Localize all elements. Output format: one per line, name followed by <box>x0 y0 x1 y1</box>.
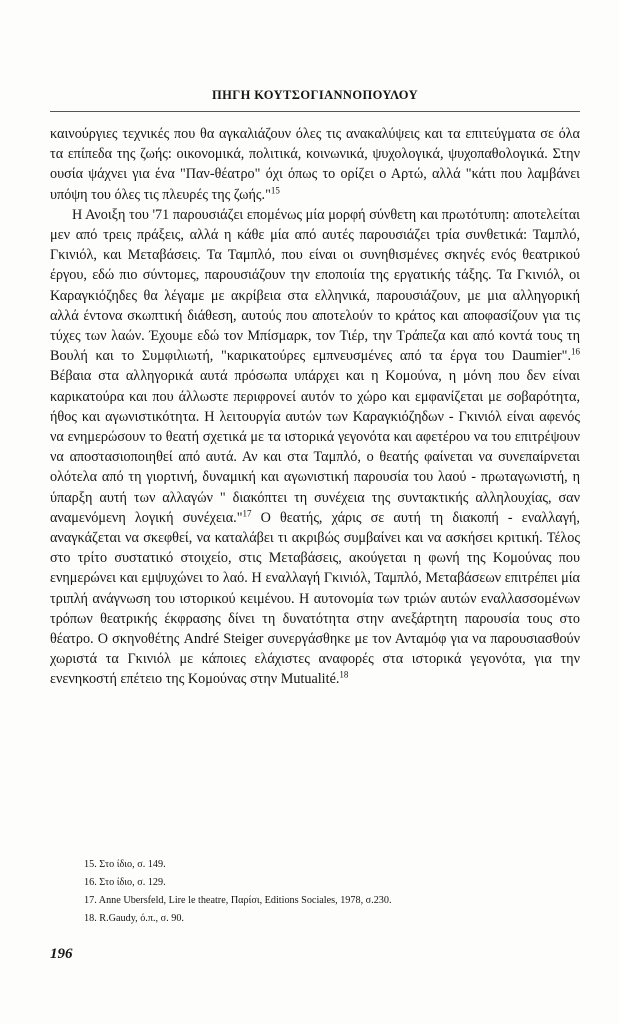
footnote-16: 16. Στο ίδιο, σ. 129. <box>84 877 166 888</box>
footnote-17: 17. Anne Ubersfeld, Lire le theatre, Παρίσι, Editions Sociales, 1978, σ.230. <box>84 895 392 906</box>
paragraph-2-segment-3: Ο θεατής, χάρις σε αυτή τη διακοπή - εναλλαγή, αναγκάζεται να σκεφθεί, να καταλάβει τι ακριβώς συμβαίνει και να ασκήσει κριτική. Τέλος στο τρίτο συστατικό στοιχείο, στις Μεταβάσεις, ακούγεται η φωνή της Κομούνας που ενημερώνει και εμψυχώνει το λαό. Η εναλλαγή Γκινιόλ, Ταμπλό, Μεταβάσεων επιτρέπει μία τριπλή ανάγνωση του ιστορικού κειμένου. Η αυτονομία των τριών αυτών εναλλασσομένων τρόπων θεατρικής έκφρασης δίνει τη δυνατότητα στην ανεξάρτητη παρουσία τους στο θέατρο. Ο σκηνοθέτης André Steiger συνεργάσθηκε με τον Ανταμόφ για να παρουσιασθούν χωριστά τα Γκινιόλ με κάποιες ελάχιστες αναφορές στα ιστορικά γεγονότα, για την ενενηκοστή επέτειο της Κομούνας στην Mutualité. <box>50 509 580 688</box>
running-title: ΠΗΓΗ ΚΟΥΤΣΟΓΙΑΝΝΟΠΟΥΛΟΥ <box>211 88 419 102</box>
footnote-ref-17: 17 <box>242 508 252 519</box>
paragraph-1 <box>50 124 580 205</box>
footnotes <box>84 856 564 928</box>
paragraph-2 <box>50 205 580 690</box>
page-number: 196 <box>50 946 73 962</box>
paragraph-1-text: καινούργιες τεχνικές που θα αγκαλιάζουν όλες τις ανακαλύψεις και τα επιτεύγματα σε όλα τα επίπεδα της ζωής: οικονομικά, πολιτικά, κοινωνικά, ψυχολογικά, ψυχοπαθολογικά. Στην ουσία ψάχνει για ένα "Παν-θέατρο" όχι όπως το ορίζει ο Αρτώ, αλλά "κάτι που λαμβάνει υπόψη του όλες τις πλευρές της ζωής." <box>50 126 580 203</box>
paragraph-2-segment-2: Βέβαια στα αλληγορικά αυτά πρόσωπα υπάρχει και η Κομούνα, η μόνη που δεν είναι καρικατούρα και που άλλωστε περιφρονεί αυτόν το χώρο και εμφανίζεται με σοβαρότητα, ήθος και αγωνιστικότητα. Η λειτουργία αυτών των Καραγκιόζηδων - Γκινιόλ είναι αφενός να ενημερώσουν το θεατή σχετικά με τα ιστορικά γεγονότα και αφετέρου να του επιτρέψουν να αποστασιοποιηθεί από αυτά. Αν και στα Ταμπλό, ο θεατής φαίνεται να συνεπαίρνεται ολότελα από τη γιορτινή, δυναμική και αγωνιστική παρουσία του λαού - πρωταγωνιστή, η ύπαρξη αυτή των αλλαγών " διακόπτει τη συνέχεια της συντακτικής αλληλουχίας, σαν αναμενόμενη λογική συνέχεια." <box>50 368 580 526</box>
header-rule <box>50 111 580 112</box>
body-text <box>50 124 580 690</box>
footnote-ref-18: 18 <box>339 669 349 680</box>
footnote-ref-16: 16 <box>571 346 580 357</box>
footnote-15: 15. Στο ίδιο, σ. 149. <box>84 859 166 870</box>
paragraph-2-segment-1: Η Ανοιξη του '71 παρουσιάζει επομένως μία μορφή σύνθετη και πρωτότυπη: αποτελείται μεν από τρεις πράξεις, αλλά η κάθε μία από αυτές παρουσιάζει τρία συνθετικά: Ταμπλό, Γκινιόλ, και Μεταβάσεις. Τα Ταμπλό, που είναι οι συνηθισμένες σκηνές ενός θεατρικού έργου, εδώ πιο σύντομες, παρουσιάζουν την εποποιία της εργατικής τάξης. Τα Γκινιόλ, οι Καραγκιόζηδες θα λέγαμε με ακρίβεια στα ελληνικά, παρουσιάζουν, με μια αλληγορική αλλά έντονα σκωπτική διάθεση, αυτούς που αποτελούν το κράτος και αποφασίζουν για τις τύχες των λαών. Έχουμε εδώ τον Μπίσμαρκ, τον Τιέρ, την Τράπεζα και από κοντά τους τη Βουλή και το Συμφιλιωτή, "καρικατούρες εμπνευσμένες από τα έργα του Daumier". <box>50 206 580 365</box>
footnote-18: 18. R.Gaudy, ό.π., σ. 90. <box>84 913 184 924</box>
footnote-ref-15: 15 <box>270 184 280 195</box>
